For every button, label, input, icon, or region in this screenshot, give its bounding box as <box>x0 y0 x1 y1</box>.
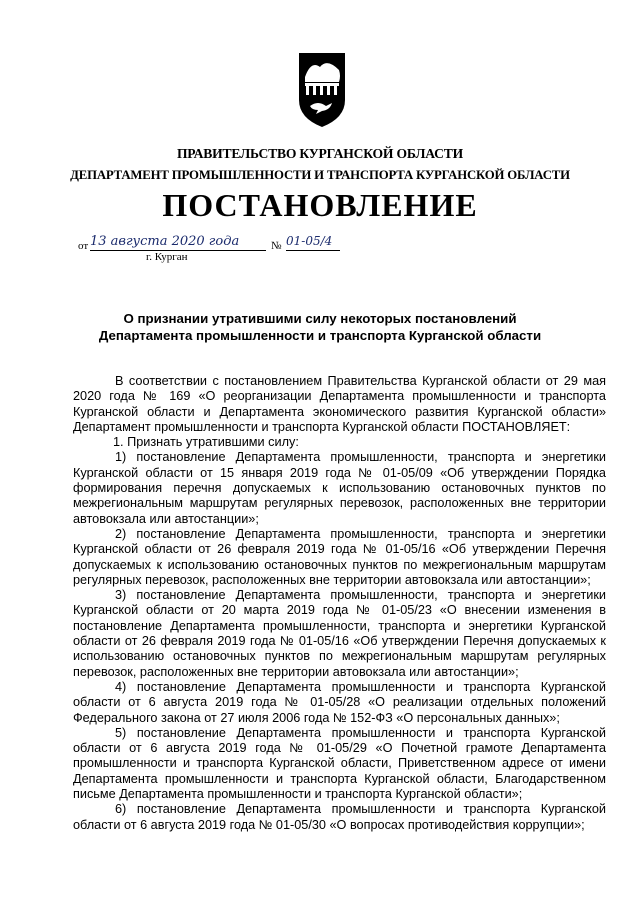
document-subject: О признании утратившими силу некоторых постановлений Департамента промышленности и транспорта Курганской области <box>98 311 542 343</box>
document-date: 13 августа 2020 года <box>90 234 266 251</box>
government-name: ПРАВИТЕЛЬСТВО КУРГАНСКОЙ ОБЛАСТИ <box>176 146 464 161</box>
document-type-title: ПОСТАНОВЛЕНИЕ <box>162 187 478 223</box>
document-number: 01-05/4 <box>286 234 340 251</box>
number-prefix: № <box>271 240 282 252</box>
date-prefix: от <box>78 240 89 252</box>
clause-1-item-1: 1) постановление Департамента промышленности, транспорта и энергетики Курганской области от 15 января 2019 года № 01-05/09 «Об утверждении Порядка формирования перечня допускаемых к использованию остановочных пунктов по межрегиональным маршрутам регулярных перевозок, расположенных вне территории автовокзала или автостанции»; <box>73 450 606 526</box>
preamble-paragraph: В соответствии с постановлением Правительства Курганской области от 29 мая 2020 года № 169 «О реорганизации Департамента промышленности и транспорта Курганской области и Департамента экономического развития Курганской области» Департамент промышленности и транспорта Курганской области ПОСТАНОВЛЯЕТ: <box>73 374 606 434</box>
document-body <box>73 374 606 833</box>
coat-of-arms-emblem <box>296 50 348 130</box>
clause-1-item-5: 5) постановление Департамента промышленности и транспорта Курганской области от 6 августа 2019 года № 01-05/29 «О Почетной грамоте Департамента промышленности и транспорта Курганской области, Приветственном адресе от имени Департамента промышленности и транспорта Курганской области, Благодарственном письме Департамента промышленности и транспорта Курганской области»; <box>73 725 606 802</box>
clause-1-item-6: 6) постановление Департамента промышленности и транспорта Курганской области от 6 августа 2019 года № 01-05/30 «О вопросах противодействия коррупции»; <box>73 802 606 832</box>
dateline <box>78 234 378 274</box>
clause-1-item-4: 4) постановление Департамента промышленности и транспорта Курганской области от 6 августа 2019 года № 01-05/28 «О реализации отдельных положений Федерального закона от 27 июля 2006 года № 152-ФЗ «О персональных данных»; <box>73 679 606 725</box>
clause-1: 1. Признать утратившими силу: <box>113 435 299 450</box>
clause-1-item-2: 2) постановление Департамента промышленности, транспорта и энергетики Курганской области от 26 февраля 2019 года № 01-05/16 «Об утверждении Перечня допускаемых к использованию остановочных пунктов по межрегиональным маршрутам регулярных перевозок, расположенных вне территории автовокзала или автостанции»; <box>73 526 606 587</box>
clause-1-item-3: 3) постановление Департамента промышленности, транспорта и энергетики Курганской области от 20 марта 2019 года № 01-05/23 «О внесении изменения в постановление Департамента промышленности, транспорта и энергетики Курганской области от 26 февраля 2019 года № 01-05/16 «Об утверждении Перечня допускаемых к использованию остановочных пунктов по межрегиональным маршрутам регулярных перевозок, расположенных вне территории автовокзала или автостанции»; <box>73 588 606 679</box>
department-name: ДЕПАРТАМЕНТ ПРОМЫШЛЕННОСТИ И ТРАНСПОРТА КУРГАНСКОЙ ОБЛАСТИ <box>70 168 570 182</box>
document-city: г. Курган <box>146 251 188 263</box>
